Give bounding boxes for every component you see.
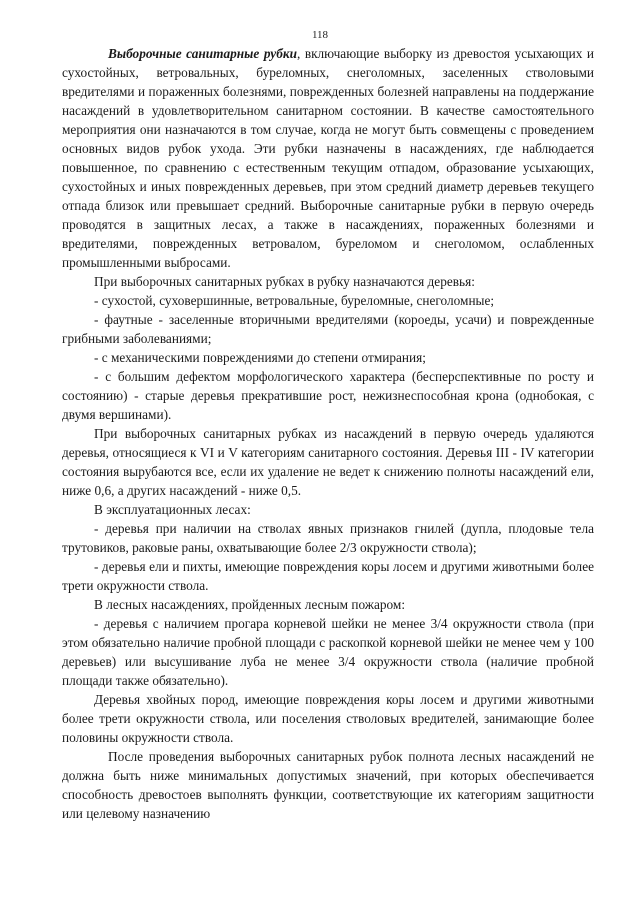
list-item-mechanical-damage: - с механическими повреждениями до степени отмирания; bbox=[94, 350, 426, 365]
paragraph-after-cutting: После проведения выборочных санитарных рубок полнота лесных насаждений не должна быть ниже минимальных допустимых значений, при которых обеспечивается способность древостоев выполнять функции, соответствующие их категориям защитности или целевому назначению bbox=[62, 749, 594, 821]
list-item-root-collar-burn: - деревья с наличием прогара корневой шейки не менее 3/4 окружности ствола (при этом обязательно наличие пробной площади с раскопкой корневой шейки не менее чем у 100 деревьев) или высушивание луба не менее 3/4 окружности ствола (наличие пробной площади также обязательно). bbox=[62, 616, 594, 688]
paragraph-conifers: Деревья хвойных пород, имеющие повреждения коры лосем и другими животными более трети окружности ствола, или поселения стволовых вредителей, занимающие более половины окружности ствола. bbox=[62, 692, 594, 745]
intro-text: , включающие выборку из древостоя усыхающих и сухостойных, ветровальных, буреломных, снеголомных, заселенных стволовыми вредителями и пораженных болезнями, поврежденных болезней направлены на поддержание насаждений в удовлетворительном санитарном состоянии. В качестве самостоятельного мероприятия они назначаются в том случае, когда не могут быть совмещены с проведением основных видов рубок ухода. Эти рубки назначены в насаждениях, где наблюдается повышенное, по сравнению с естественным текущим отпадом, образование усыхающих, сухостойных и иных поврежденных деревьев, при этом средний диаметр деревьев текущего отпада близок или превышает средний. Выборочные санитарные рубки в первую очередь проводятся в защитных лесах, а также в насаждениях, пораженных болезнями и вредителями, поврежденных ветровалом, буреломом и снеголомом, ослабленных промышленными выбросами. bbox=[62, 46, 594, 270]
paragraph-list-intro: При выборочных санитарных рубках в рубку назначаются деревья: bbox=[94, 274, 475, 289]
list-item-rot-signs: - деревья при наличии на стволах явных признаков гнилей (дупла, плодовые тела трутовиков, раковые раны, охватывающие более 2/3 окружности ствола); bbox=[62, 521, 594, 555]
list-item-morphological-defect: - с большим дефектом морфологического характера (бесперспективные по росту и состоянию) - старые деревья прекратившие рост, нежизнеспособная крона (однобокая, с двумя вершинами). bbox=[62, 369, 594, 422]
defined-term: Выборочные санитарные рубки bbox=[108, 46, 297, 61]
paragraph-exploitation-forests: В эксплуатационных лесах: bbox=[94, 502, 251, 517]
paragraph-intro bbox=[62, 44, 594, 272]
document-body bbox=[62, 44, 594, 823]
paragraph-categories: При выборочных санитарных рубках из насаждений в первую очередь удаляются деревья, относящиеся к VI и V категориям санитарного состояния. Деревья III - IV категории состояния вырубаются все, если их удаление не ведет к снижению полноты насаждений ели, ниже 0,6, а других насаждений - ниже 0,5. bbox=[62, 426, 594, 498]
list-item-bark-damage: - деревья ели и пихты, имеющие повреждения коры лосем и другими животными более трети окружности ствола. bbox=[62, 559, 594, 593]
paragraph-fire-stands: В лесных насаждениях, пройденных лесным пожаром: bbox=[94, 597, 406, 612]
page-number: 118 bbox=[311, 29, 329, 41]
list-item-dead-trees: - сухостой, суховершинные, ветровальные, буреломные, снеголомные; bbox=[94, 293, 495, 308]
list-item-defective-trees: - фаутные - заселенные вторичными вредителями (короеды, усачи) и поврежденные грибными заболеваниями; bbox=[62, 312, 594, 346]
